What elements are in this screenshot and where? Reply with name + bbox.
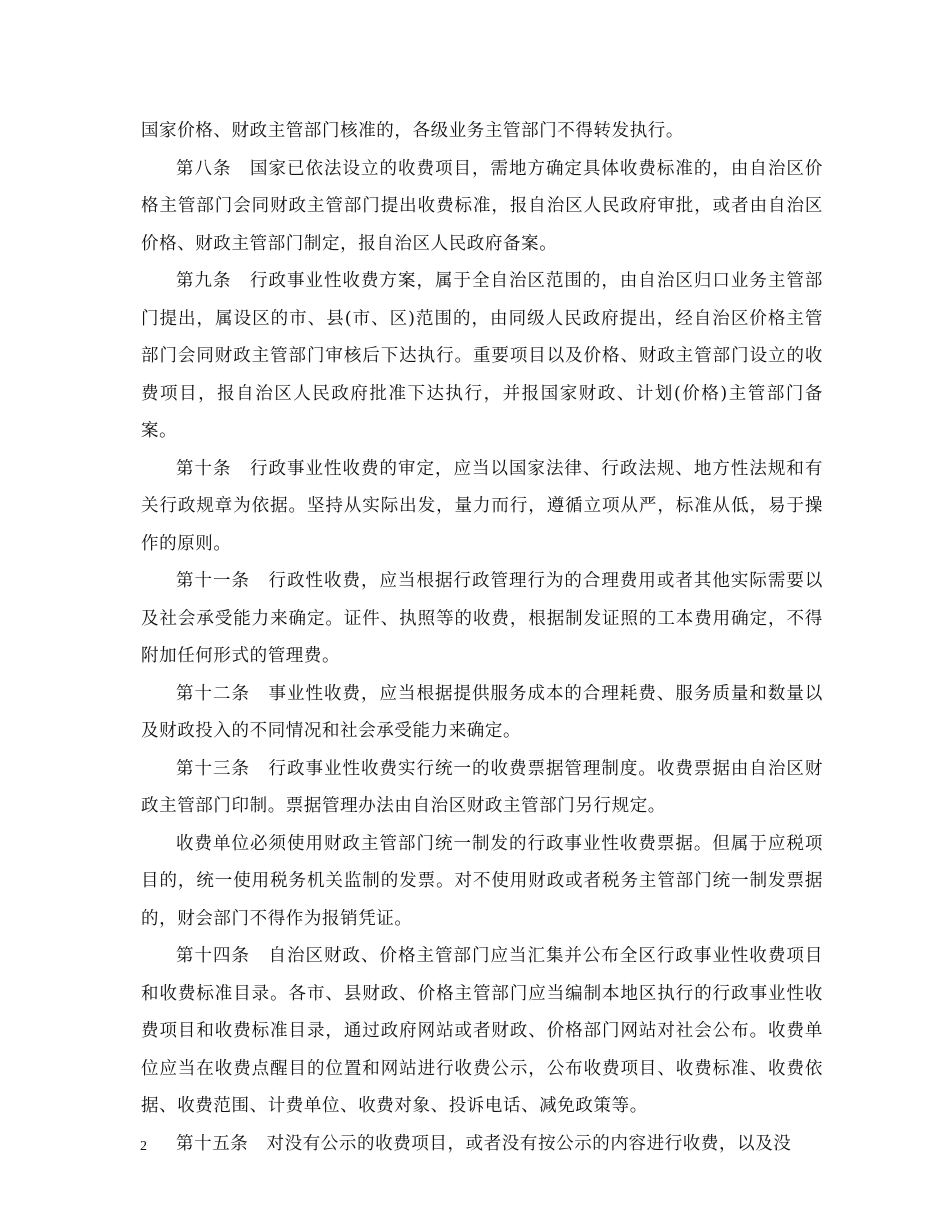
paragraph-continuation: 国家价格、财政主管部门核准的，各级业务主管部门不得转发执行。: [141, 121, 684, 141]
document-body: [141, 113, 823, 1163]
article-8-paragraph: 第八条 国家已依法设立的收费项目，需地方确定具体收费标准的，由自治区价格主管部门会同财政主管部门提出收费标准，报自治区人民政府审批，或者由自治区价格、财政主管部门制定，报自治区人民政府备案。: [141, 158, 823, 254]
page-number: 2: [140, 1139, 147, 1154]
article-14-paragraph: 第十四条 自治区财政、价格主管部门应当汇集并公布全区行政事业性收费项目和收费标准目录。各市、县财政、价格主管部门应当编制本地区执行的行政事业性收费项目和收费标准目录，通过政府网站或者财政、价格部门网站对社会公布。收费单位应当在收费点醒目的位置和网站进行收费公示，公布收费项目、收费标准、收费依据、收费范围、计费单位、收费对象、投诉电话、减免政策等。: [141, 946, 823, 1116]
article-10-paragraph: 第十条 行政事业性收费的审定，应当以国家法律、行政法规、地方性法规和有关行政规章为依据。坚持从实际出发，量力而行，遵循立项从严，标准从低，易于操作的原则。: [141, 458, 823, 554]
article-13-second-paragraph: 收费单位必须使用财政主管部门统一制发的行政事业性收费票据。但属于应税项目的，统一使用税务机关监制的发票。对不使用财政或者税务主管部门统一制发票据的，财会部门不得作为报销凭证。: [141, 833, 823, 929]
article-12-paragraph: 第十二条 事业性收费，应当根据提供服务成本的合理耗费、服务质量和数量以及财政投入的不同情况和社会承受能力来确定。: [141, 683, 823, 741]
article-15-paragraph: 第十五条 对没有公示的收费项目，或者没有按公示的内容进行收费，以及没: [176, 1133, 792, 1154]
article-9-paragraph: 第九条 行政事业性收费方案，属于全自治区范围的，由自治区归口业务主管部门提出，属设区的市、县(市、区)范围的，由同级人民政府提出，经自治区价格主管部门会同财政主管部门审核后下达执行。重要项目以及价格、财政主管部门设立的收费项目，报自治区人民政府批准下达执行，并报国家财政、计划(价格)主管部门备案。: [141, 271, 823, 441]
article-13-paragraph: 第十三条 行政事业性收费实行统一的收费票据管理制度。收费票据由自治区财政主管部门印制。票据管理办法由自治区财政主管部门另行规定。: [141, 758, 823, 816]
article-11-paragraph: 第十一条 行政性收费，应当根据行政管理行为的合理费用或者其他实际需要以及社会承受能力来确定。证件、执照等的收费，根据制发证照的工本费用确定，不得附加任何形式的管理费。: [141, 571, 823, 666]
